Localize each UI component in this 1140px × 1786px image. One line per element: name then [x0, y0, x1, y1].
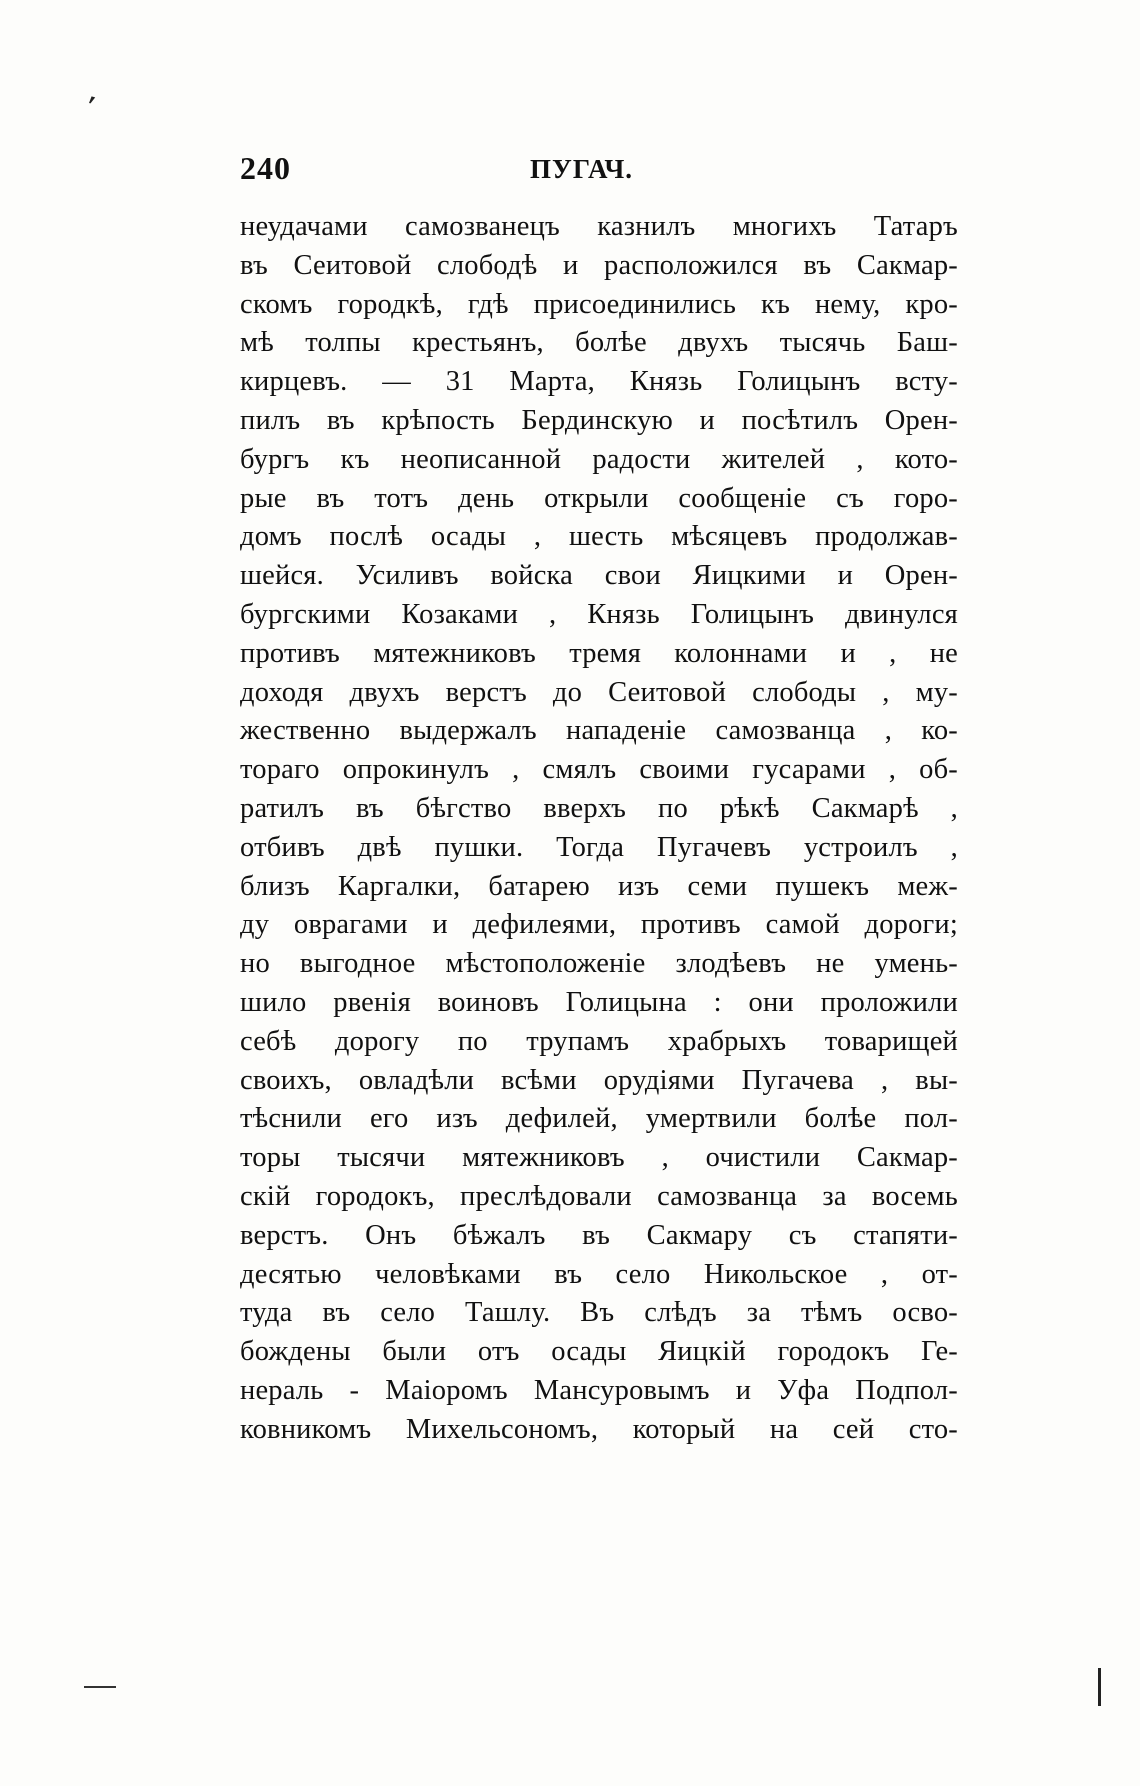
text-line: ратилъ въ бѣгство вверхъ по рѣкѣ Сакмарѣ , — [240, 792, 958, 824]
text-line: противъ мятежниковъ тремя колоннами и , не — [240, 637, 958, 669]
text-line: туда въ село Ташлу. Въ слѣдъ за тѣмъ осво- — [240, 1297, 958, 1329]
text-line: въ Сеитовой слободѣ и расположился въ Сакмар- — [240, 249, 958, 281]
text-line: скій городокъ, преслѣдовали самозванца за восемь — [240, 1180, 958, 1212]
text-line: тѣснили его изъ дефилей, умертвили болѣе пол- — [240, 1103, 958, 1135]
running-head: ПУГАЧ. — [530, 154, 634, 184]
text-line: жественно выдержалъ нападеніе самозванца , ко- — [240, 715, 958, 747]
footer-rule — [84, 1686, 116, 1688]
text-line: шило рвенія воиновъ Голицына : они проложили — [240, 986, 958, 1018]
page-number: 240 — [240, 150, 291, 186]
text-line: десятью человѣками въ село Никольское , от- — [240, 1258, 958, 1290]
text-line: нераль - Маіоромъ Мансуровымъ и Уфа Подпол- — [240, 1374, 958, 1406]
text-line: ковникомъ Михельсономъ, который на сей сто- — [240, 1413, 958, 1445]
text-line: ду оврагами и дефилеями, противъ самой дороги; — [240, 909, 958, 941]
text-line: неудачами самозванецъ казнилъ многихъ Татаръ — [240, 211, 958, 242]
text-line: рые въ тотъ день открыли сообщеніе съ горо- — [240, 482, 958, 514]
text-line: себѣ дорогу по трупамъ храбрыхъ товарищей — [240, 1025, 958, 1057]
text-line: тораго опрокинулъ , смялъ своими гусарами , об- — [240, 754, 958, 786]
scan-edge-mark — [1098, 1668, 1101, 1706]
text-line: бургъ къ неописанной радости жителей , кото- — [240, 443, 958, 475]
text-line: торы тысячи мятежниковъ , очистили Сакмар- — [240, 1142, 958, 1174]
text-line: мѣ толпы крестьянъ, болѣе двухъ тысячь Баш- — [240, 327, 958, 359]
text-line: близъ Каргалки, батарею изъ семи пушекъ меж- — [240, 870, 958, 902]
text-line: домъ послѣ осады , шесть мѣсяцевъ продолжав- — [240, 521, 958, 553]
body-text — [240, 208, 958, 1450]
text-line: пилъ въ крѣпость Бердинскую и посѣтилъ Орен- — [240, 404, 958, 436]
text-line: своихъ, овладѣли всѣми орудіями Пугачева , вы- — [240, 1064, 958, 1096]
text-line: доходя двухъ верстъ до Сеитовой слободы , му- — [240, 676, 958, 708]
text-line: шейся. Усиливъ войска свои Яицкими и Орен- — [240, 560, 958, 592]
page-header — [240, 150, 960, 194]
text-line: но выгодное мѣстоположеніе злодѣевъ не умень- — [240, 948, 958, 980]
text-line: скомъ городкѣ, гдѣ присоединились къ нему, кро- — [240, 288, 958, 320]
text-line: бургскими Козаками , Князь Голицынъ двинулся — [240, 598, 958, 630]
text-line: отбивъ двѣ пушки. Тогда Пугачевъ устроилъ , — [240, 831, 958, 863]
text-line: верстъ. Онъ бѣжалъ въ Сакмару съ стапяти- — [240, 1219, 958, 1251]
text-line: бождены были отъ осады Яицкій городокъ Ге- — [240, 1336, 958, 1368]
text-line: кирцевъ. — 31 Марта, Князь Голицынъ всту- — [240, 366, 958, 398]
margin-tick-mark: ʹ — [82, 89, 99, 124]
